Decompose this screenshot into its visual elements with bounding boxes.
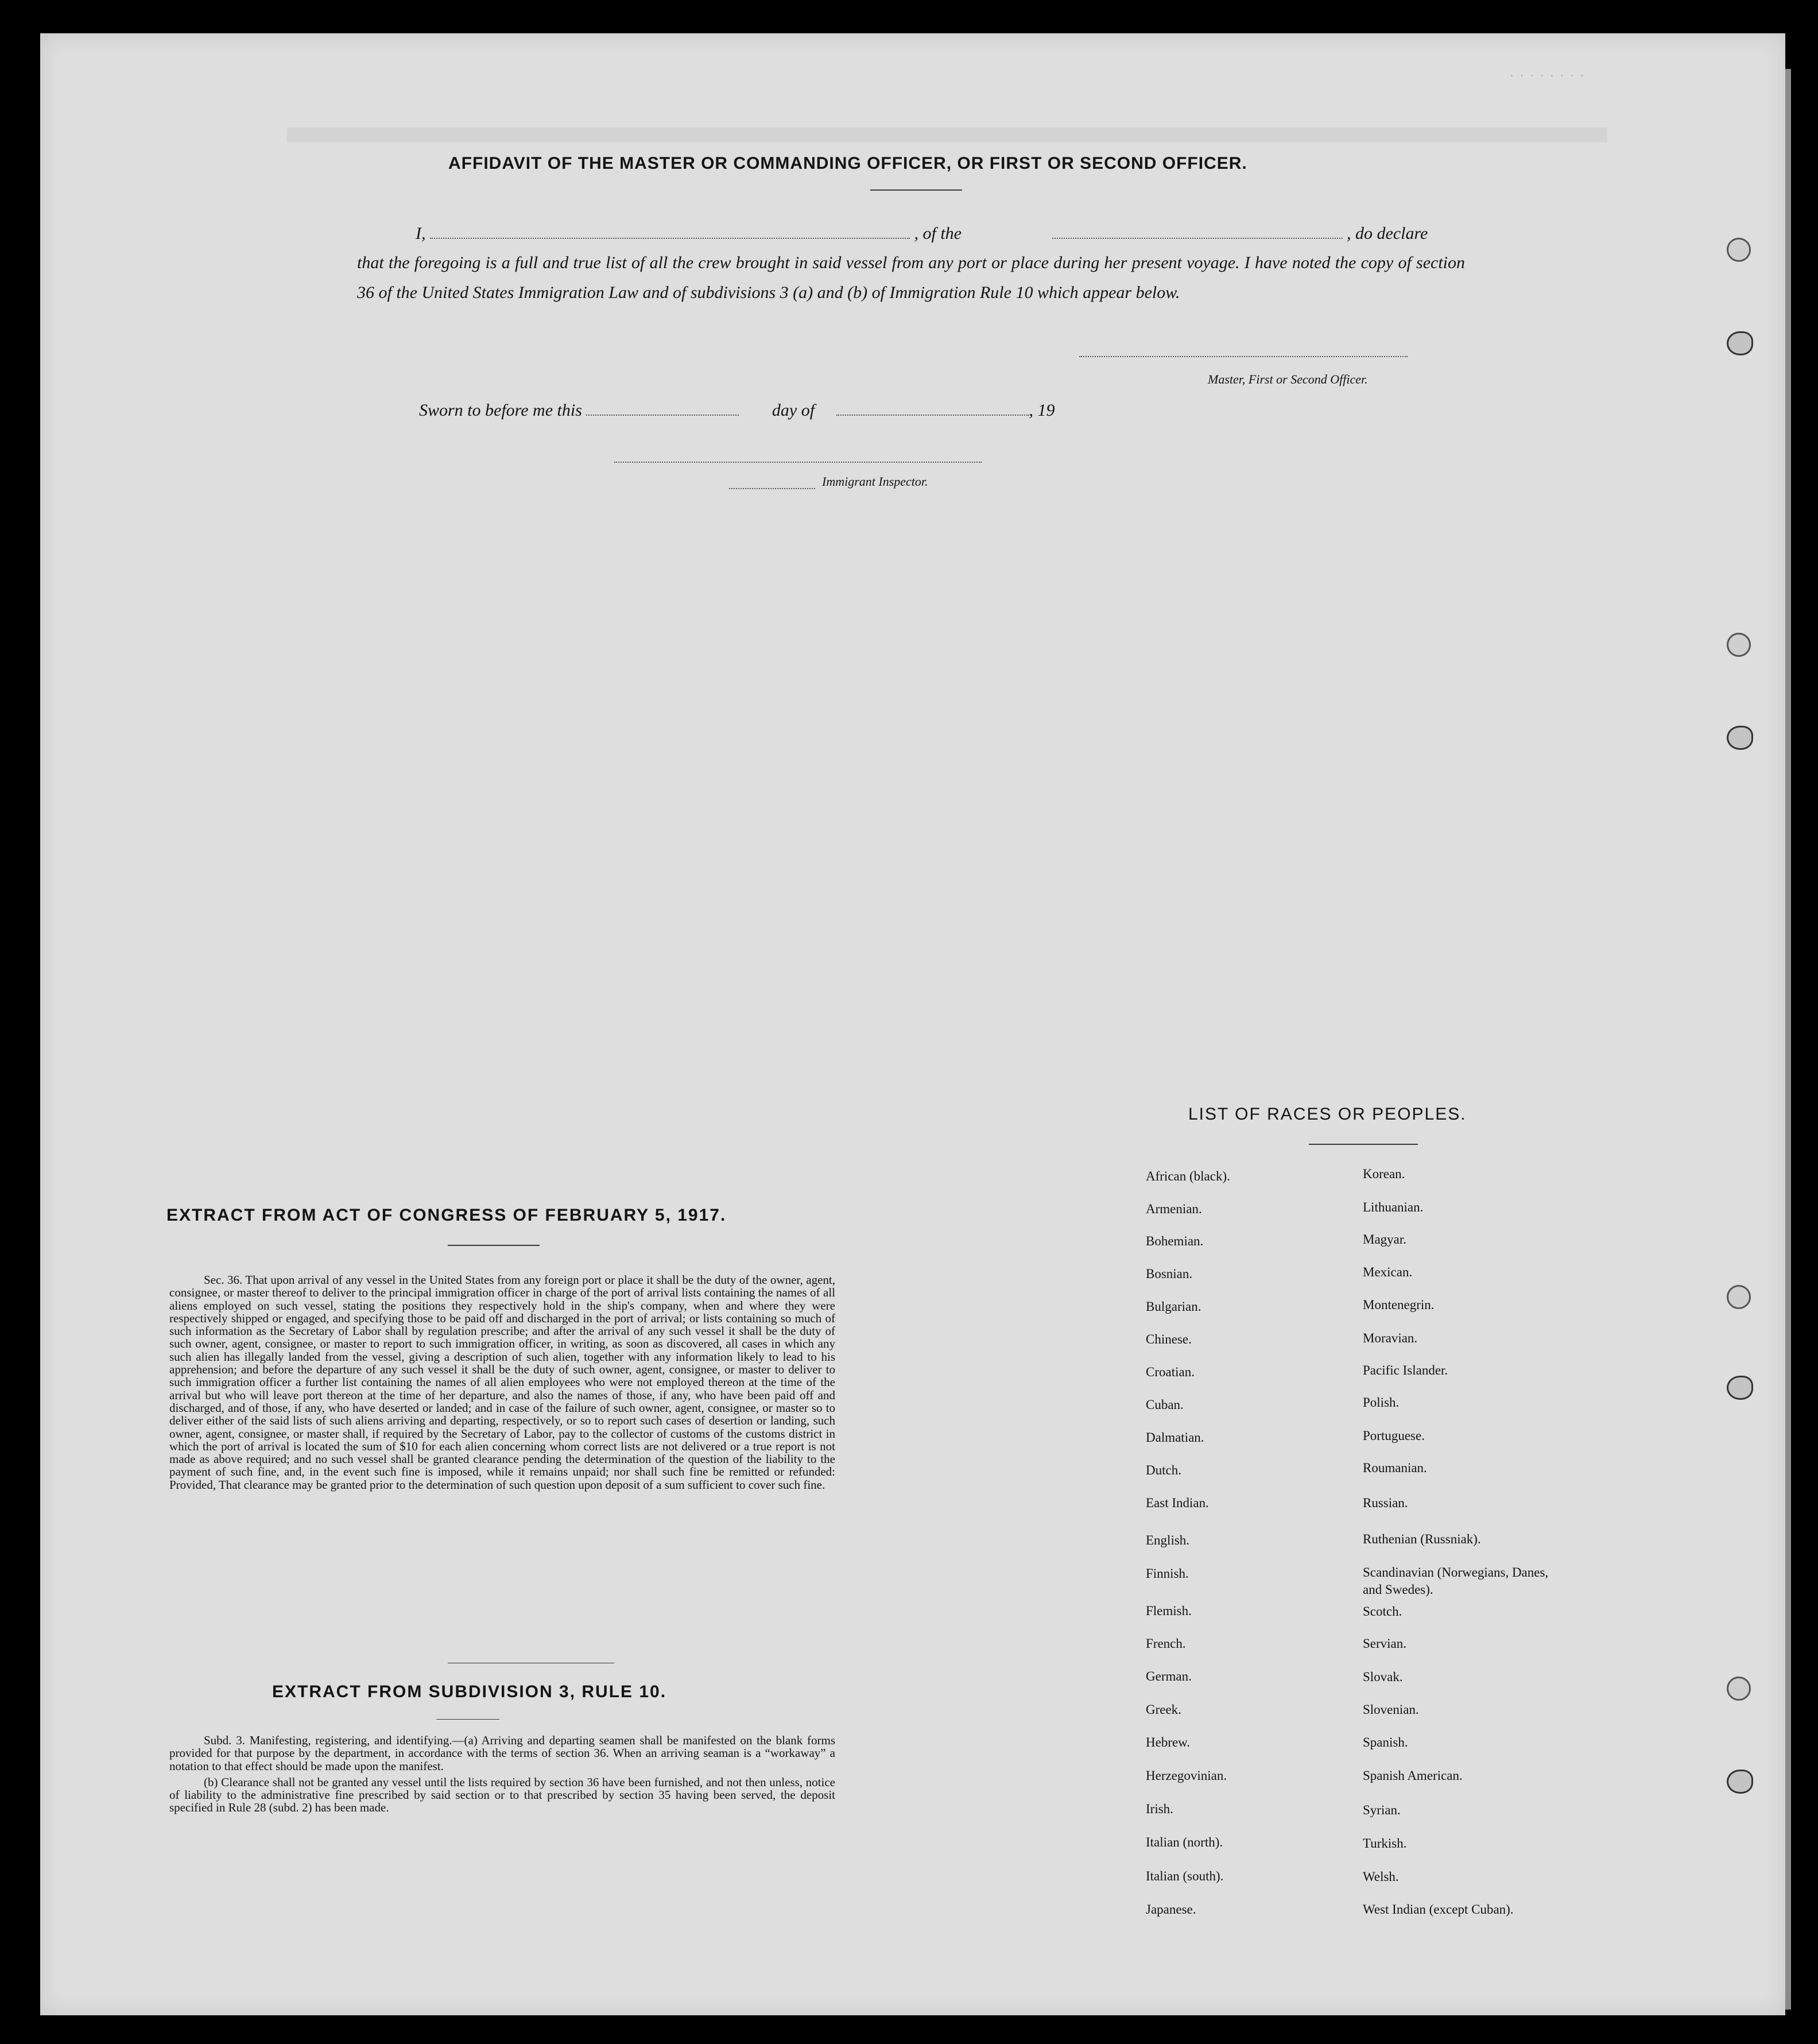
subdivision-title: EXTRACT FROM SUBDIVISION 3, RULE 10. (272, 1682, 667, 1701)
subdivision-para-a: Subd. 3. Manifesting, registering, and identifying.—(a) Arriving and departing seamen shall be manifested on the blank forms provided for that purpose by the department, in accordance with the terms of section 36. When an arriving seaman is a “workaway” a notation to that effect should be made upon the manifest. (169, 1733, 835, 1773)
binder-hole (1727, 726, 1753, 750)
race-item: Moravian. (1363, 1331, 1418, 1345)
race-item: Flemish. (1146, 1604, 1192, 1618)
bleed-through-mark: · · · · · · · · (1510, 68, 1586, 82)
race-item: Polish. (1363, 1395, 1400, 1410)
race-item: Pacific Islander. (1363, 1363, 1448, 1377)
subdivision-text (169, 1734, 835, 1818)
race-item: Ruthenian (Russniak). (1363, 1532, 1481, 1546)
race-item: Lithuanian. (1363, 1200, 1424, 1214)
inspector-signature-line (614, 462, 982, 463)
sworn-line (419, 401, 1055, 420)
document-page (40, 33, 1785, 2015)
race-item: Korean. (1363, 1167, 1405, 1181)
race-item: Syrian. (1363, 1803, 1401, 1817)
race-item: English. (1146, 1533, 1190, 1547)
binder-hole (1727, 1770, 1753, 1794)
year-label: , 19 (1029, 401, 1055, 420)
binder-hole (1727, 633, 1751, 657)
vessel-blank (1052, 238, 1343, 239)
race-item: Bohemian. (1146, 1234, 1204, 1248)
sworn-label: Sworn to before me this (419, 401, 582, 420)
race-item: Cuban. (1146, 1397, 1184, 1412)
act-title: EXTRACT FROM ACT OF CONGRESS OF FEBRUARY 5, 1917. (166, 1206, 727, 1225)
master-label: Master, First or Second Officer. (1208, 372, 1368, 386)
race-item: Spanish American. (1363, 1768, 1463, 1783)
title-rule (870, 189, 962, 191)
inspector-name-line (729, 488, 815, 489)
page-edge (1785, 69, 1791, 2010)
race-item: Italian (north). (1146, 1835, 1223, 1849)
name-blank (430, 238, 910, 239)
act-title-rule (448, 1245, 540, 1246)
subdivision-para-b: (b) Clearance shall not be granted any vessel until the lists required by section 36 have been furnished, and not then unless, notice of liability to the administrative fine prescribed by said section or to that prescribed by section 35 having been served, the deposit specified in Rule 28 (subd. 2) has been made. (169, 1775, 835, 1815)
race-item: Roumanian. (1363, 1461, 1427, 1475)
race-item: Mexican. (1363, 1265, 1413, 1279)
race-item: Scandinavian (Norwegians, Danes, and Swedes). (1363, 1565, 1549, 1597)
race-item: Russian. (1363, 1496, 1408, 1510)
races-title: LIST OF RACES OR PEOPLES. (1188, 1105, 1467, 1124)
race-item: Servian. (1363, 1636, 1407, 1651)
binder-hole (1727, 238, 1751, 262)
affidavit-first-line (416, 224, 1428, 243)
affidavit-paragraph: that the foregoing is a full and true list of all the crew brought in said vessel from any port or place during her present voyage. I have noted the copy of section 36 of the United States Immigration Law and of subdivisions 3 (a) and (b) of Immigration Rule 10 which appear below. (357, 253, 1465, 302)
race-item: Finnish. (1146, 1566, 1189, 1581)
race-item: African (black). (1146, 1169, 1230, 1183)
race-item: Hebrew. (1146, 1735, 1191, 1749)
race-item: Magyar. (1363, 1232, 1407, 1246)
race-item: Irish. (1146, 1802, 1173, 1816)
race-item: Italian (south). (1146, 1869, 1224, 1883)
binder-hole (1727, 1285, 1751, 1309)
inspector-label: Immigrant Inspector. (822, 474, 928, 489)
race-item: Montenegrin. (1363, 1298, 1435, 1312)
race-item: Greek. (1146, 1702, 1181, 1717)
race-item: East Indian. (1146, 1496, 1209, 1510)
race-item: Croatian. (1146, 1365, 1195, 1379)
race-item: Turkish. (1363, 1836, 1407, 1851)
race-item: Bulgarian. (1146, 1299, 1201, 1314)
race-item: Spanish. (1363, 1735, 1408, 1749)
day-blank (586, 415, 739, 416)
race-item: Dutch. (1146, 1463, 1181, 1477)
race-item: West Indian (except Cuban). (1363, 1902, 1514, 1917)
declare-label: , do declare (1347, 224, 1428, 243)
subdivision-title-rule (436, 1719, 499, 1720)
day-of-label: day of (772, 401, 815, 420)
race-item: Armenian. (1146, 1202, 1202, 1216)
bleed-through-mark (287, 127, 1607, 142)
affidavit-i-label: I, (416, 224, 426, 243)
race-item: Herzegovinian. (1146, 1768, 1227, 1783)
race-item: French. (1146, 1636, 1186, 1651)
race-item: Scotch. (1363, 1604, 1402, 1619)
binder-hole (1727, 331, 1753, 355)
affidavit-title: AFFIDAVIT OF THE MASTER OR COMMANDING OFFICER, OR FIRST OR SECOND OFFICER. (448, 154, 1247, 173)
race-item: Bosnian. (1146, 1267, 1193, 1281)
race-item: Welsh. (1363, 1869, 1399, 1884)
act-section-text: Sec. 36. That upon arrival of any vessel in the United States from any foreign port or place it shall be the duty of the owner, agent, consignee, or master thereof to deliver to the principal immigration officer in charge of the port of arrival lists containing the names of all aliens employed on such vessel, stating the positions they respectively hold in the ship's company, when and where they were respectively shipped or engaged, and specifying those to be paid off and discharged in the port of arrival; or lists containing so much of such information as the Secretary of Labor shall by regulation prescribe; and after the arrival of any such vessel it shall be the duty of such owner, agent, consignee, or master to report to such immigration officer, in writing, as soon as discovered, all cases in which any such alien has illegally landed from the vessel, giving a description of such alien, together with any information likely to lead to his apprehension; and before the departure of any such vessel it shall be the duty of such owner, agent, consignee, or master to deliver to such immigration officer a further list containing the names of all alien employees who were not employed thereon at the time of the arrival but who will leave port thereon at the time of her departure, and also the names of those, if any, who have been paid off and discharged, and of those, if any, who have deserted or landed; and in case of the failure of such owner, agent, consignee, or master so to deliver either of the said lists of such aliens arriving and departing, respectively, or so to report such cases of desertion or landing, such owner, agent, consignee, or master shall, if required by the Secretary of Labor, pay to the collector of customs of the customs district in which the port of arrival is located the sum of $10 for each alien concerning whom correct lists are not delivered or a true report is not made as above required; and no such vessel shall be granted clearance pending the determination of the question of the liability to the payment of such fine, and, in the event such fine is imposed, while it remains unpaid; nor shall such fine be remitted or refunded: Provided, That clearance may be granted prior to the determination of such question upon deposit of a sum sufficient to cover such fine. (169, 1273, 835, 1492)
race-item: Slovak. (1363, 1670, 1403, 1684)
race-item: Slovenian. (1363, 1702, 1419, 1717)
of-the-label: , of the (914, 224, 962, 243)
race-item: Portuguese. (1363, 1429, 1425, 1443)
month-blank (836, 415, 1029, 416)
master-signature-line (1079, 356, 1408, 357)
binder-hole (1727, 1677, 1751, 1701)
race-item: Dalmatian. (1146, 1430, 1204, 1445)
race-item: Japanese. (1146, 1902, 1196, 1917)
race-item: Chinese. (1146, 1332, 1192, 1346)
binder-hole (1727, 1376, 1753, 1400)
races-title-rule (1309, 1144, 1418, 1145)
race-item: German. (1146, 1669, 1192, 1683)
